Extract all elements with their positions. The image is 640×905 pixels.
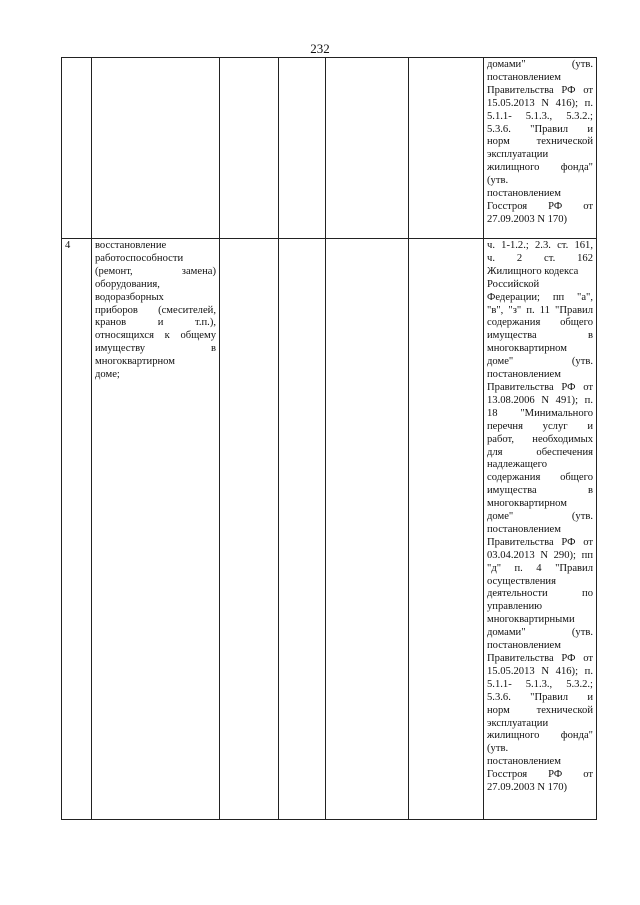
text-line: осуществления — [487, 575, 556, 587]
legal-basis-cell — [484, 58, 597, 239]
empty-cell — [279, 239, 326, 820]
text-line: 03.04.2013 N 290); пп — [487, 549, 593, 561]
text-line: Правительства РФ от — [487, 536, 593, 548]
text-line: Федерации; пп "а", — [487, 291, 593, 303]
text-line: управлению — [487, 601, 543, 613]
text-line: многоквартирными — [487, 614, 575, 626]
text-line: "д" п. 4 "Правил — [487, 562, 593, 574]
text-line: "в", "з" п. 11 "Правил — [487, 304, 593, 316]
text-line: жилищного фонда" — [487, 162, 593, 174]
text-line: эксплуатации — [487, 717, 549, 729]
text-line: ч. 1-1.2.; 2.3. ст. 161, — [487, 240, 593, 251]
text-line: доме; — [95, 369, 120, 381]
row-number-cell: 4 — [62, 239, 92, 820]
requirements-table — [61, 57, 597, 820]
text-line: (утв. — [487, 175, 509, 187]
empty-cell — [220, 239, 279, 820]
text-line: работ, необходимых — [487, 433, 593, 445]
text-line: постановлением — [487, 523, 561, 535]
text-line: (ремонт, замена) — [95, 265, 216, 277]
text-line: содержания общего — [487, 317, 593, 329]
text-line: постановлением — [487, 71, 561, 83]
text-line: постановлением — [487, 640, 561, 652]
text-line: жилищного фонда" — [487, 730, 593, 742]
legal-basis-cell — [484, 239, 597, 820]
text-line: содержания общего — [487, 472, 593, 484]
text-line: 5.1.1- 5.1.3., 5.3.2.; — [487, 110, 593, 122]
empty-cell — [220, 58, 279, 239]
text-line: надлежащего — [487, 459, 548, 471]
text-line: 27.09.2003 N 170) — [487, 213, 568, 225]
row-number-cell — [62, 58, 92, 239]
text-line: Правительства РФ от — [487, 84, 593, 96]
text-line: имуществу в — [95, 343, 216, 355]
text-line: перечня услуг и — [487, 420, 593, 432]
text-line: 15.05.2013 N 416); п. — [487, 665, 593, 677]
empty-cell — [326, 58, 409, 239]
text-line: Госстроя РФ от — [487, 769, 593, 781]
text-line: работоспособности — [95, 252, 184, 264]
text-line: доме" (утв. — [487, 356, 593, 368]
work-description-cell — [92, 239, 220, 820]
text-line: восстановление — [95, 240, 167, 251]
text-line: Жилищного кодекса — [487, 265, 579, 277]
work-description-cell — [92, 58, 220, 239]
text-line: для обеспечения — [487, 446, 593, 458]
text-line: водоразборных — [95, 291, 164, 303]
text-line: Правительства РФ от — [487, 653, 593, 664]
text-line: Госстроя РФ от — [487, 200, 593, 212]
text-line: деятельности по — [487, 588, 593, 600]
text-line: кранов и т.п.), — [95, 317, 216, 329]
page-number: 232 — [310, 41, 330, 56]
text-line: норм технической — [487, 704, 593, 716]
text-line: постановлением — [487, 756, 561, 768]
text-line: оборудования, — [95, 278, 160, 290]
text-line: многоквартирном — [487, 343, 567, 355]
text-line: приборов (смесителей, — [95, 304, 216, 316]
text-line: ч. 2 ст. 162 — [487, 252, 593, 264]
empty-cell — [409, 58, 484, 239]
text-line: 5.3.6. "Правил и — [487, 123, 593, 135]
text-line: Российской — [487, 278, 540, 290]
text-line: имущества в — [487, 330, 593, 342]
text-line: многоквартирном — [95, 356, 175, 368]
text-line: 18 "Минимального — [487, 407, 593, 419]
table-row — [62, 58, 597, 239]
table-row — [62, 239, 597, 820]
text-line: 5.3.6. "Правил и — [487, 691, 593, 703]
text-line: (утв. — [487, 743, 509, 755]
empty-cell — [409, 239, 484, 820]
text-line: многоквартирном — [487, 498, 567, 510]
text-line: эксплуатации — [487, 149, 549, 161]
text-line: 13.08.2006 N 491); п. — [487, 394, 593, 406]
text-line: постановлением — [487, 188, 561, 200]
text-line: доме" (утв. — [487, 511, 593, 523]
text-line: 5.1.1- 5.1.3., 5.3.2.; — [487, 678, 593, 690]
empty-cell — [326, 239, 409, 820]
text-line: норм технической — [487, 136, 593, 148]
text-line: имущества в — [487, 485, 593, 497]
text-line: 15.05.2013 N 416); п. — [487, 97, 593, 109]
text-line: домами" (утв. — [487, 627, 593, 639]
text-line: относящихся к общему — [95, 330, 216, 342]
text-line: постановлением — [487, 369, 561, 381]
text-line: Правительства РФ от — [487, 381, 593, 393]
text-line: домами" (утв. — [487, 59, 593, 70]
text-line: 27.09.2003 N 170) — [487, 782, 568, 794]
empty-cell — [279, 58, 326, 239]
